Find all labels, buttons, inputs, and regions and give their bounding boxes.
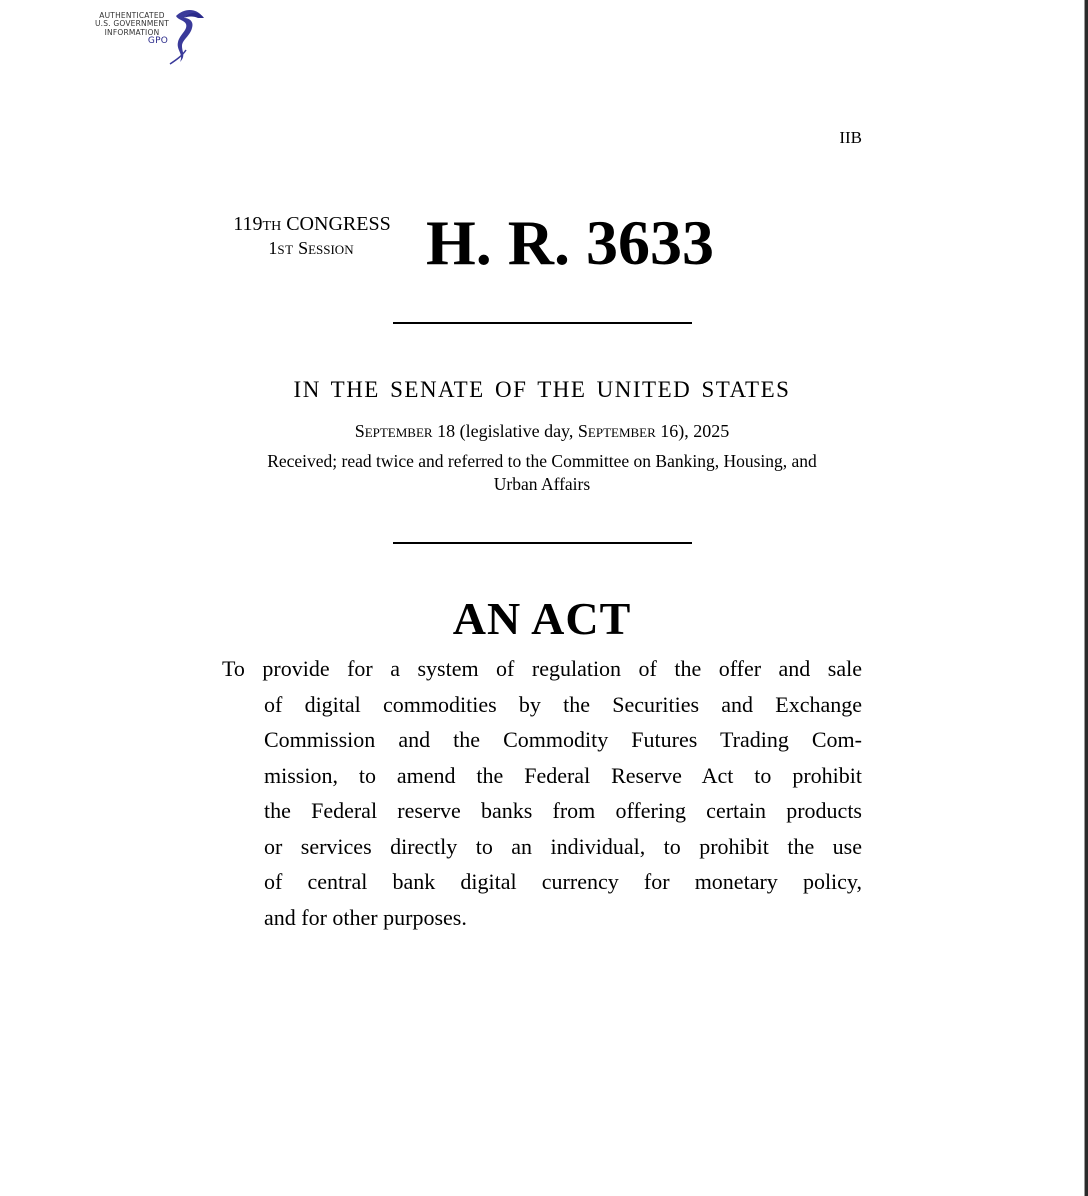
referral-line: Received; read twice and referred to the Committee on Banking, Housing, and: [267, 451, 817, 471]
eagle-icon: [162, 6, 206, 66]
legislative-month: September: [577, 421, 656, 441]
horizontal-rule: [393, 322, 692, 324]
gpo-abbreviation: GPO: [147, 36, 168, 47]
purpose-line: and for other purposes.: [264, 904, 467, 930]
gpo-seal-line: INFORMATION: [104, 27, 160, 37]
session-number: 1: [268, 238, 278, 258]
purpose-line: of digital commodities by the Securities and Exchange: [264, 691, 862, 717]
purpose-line: To provide for a system of regulation of the offer and sale: [222, 656, 862, 681]
referral-text: [222, 450, 862, 496]
horizontal-rule: [393, 542, 692, 544]
gpo-authentication-seal: [84, 6, 214, 66]
congress-ordinal: TH: [262, 219, 282, 234]
legislative-day-rest: 16), 2025: [660, 421, 730, 441]
session-label: [222, 238, 400, 260]
page-code: IIB: [839, 128, 862, 147]
chamber-heading: IN THE SENATE OF THE UNITED STATES: [293, 377, 791, 402]
purpose-line: or services directly to an individual, to prohibit the use: [264, 833, 862, 859]
date-month: September: [354, 421, 433, 441]
act-purpose: [222, 651, 862, 935]
date-line: [222, 421, 862, 442]
congress-label: [222, 213, 402, 238]
session-ordinal: ST: [277, 242, 294, 257]
act-heading: AN ACT: [452, 593, 632, 644]
purpose-line: of central bank digital currency for monetary policy,: [264, 869, 862, 894]
session-word: Session: [298, 238, 354, 258]
legislative-day-prefix: (legislative day,: [459, 421, 574, 441]
referral-line: Urban Affairs: [493, 474, 591, 494]
date-day: 18: [437, 421, 456, 441]
gpo-seal-line: U.S. GOVERNMENT: [94, 19, 170, 29]
purpose-line: mission, to amend the Federal Reserve Act to prohibit: [264, 762, 862, 788]
purpose-line: Commission and the Commodity Futures Trading Com-: [264, 727, 862, 752]
congress-number: 119: [233, 213, 263, 235]
bill-number: H. R. 3633: [426, 207, 714, 278]
congress-word: CONGRESS: [286, 213, 391, 235]
gpo-seal-line: AUTHENTICATED: [99, 11, 165, 20]
purpose-line: the Federal reserve banks from offering certain products: [264, 798, 862, 823]
